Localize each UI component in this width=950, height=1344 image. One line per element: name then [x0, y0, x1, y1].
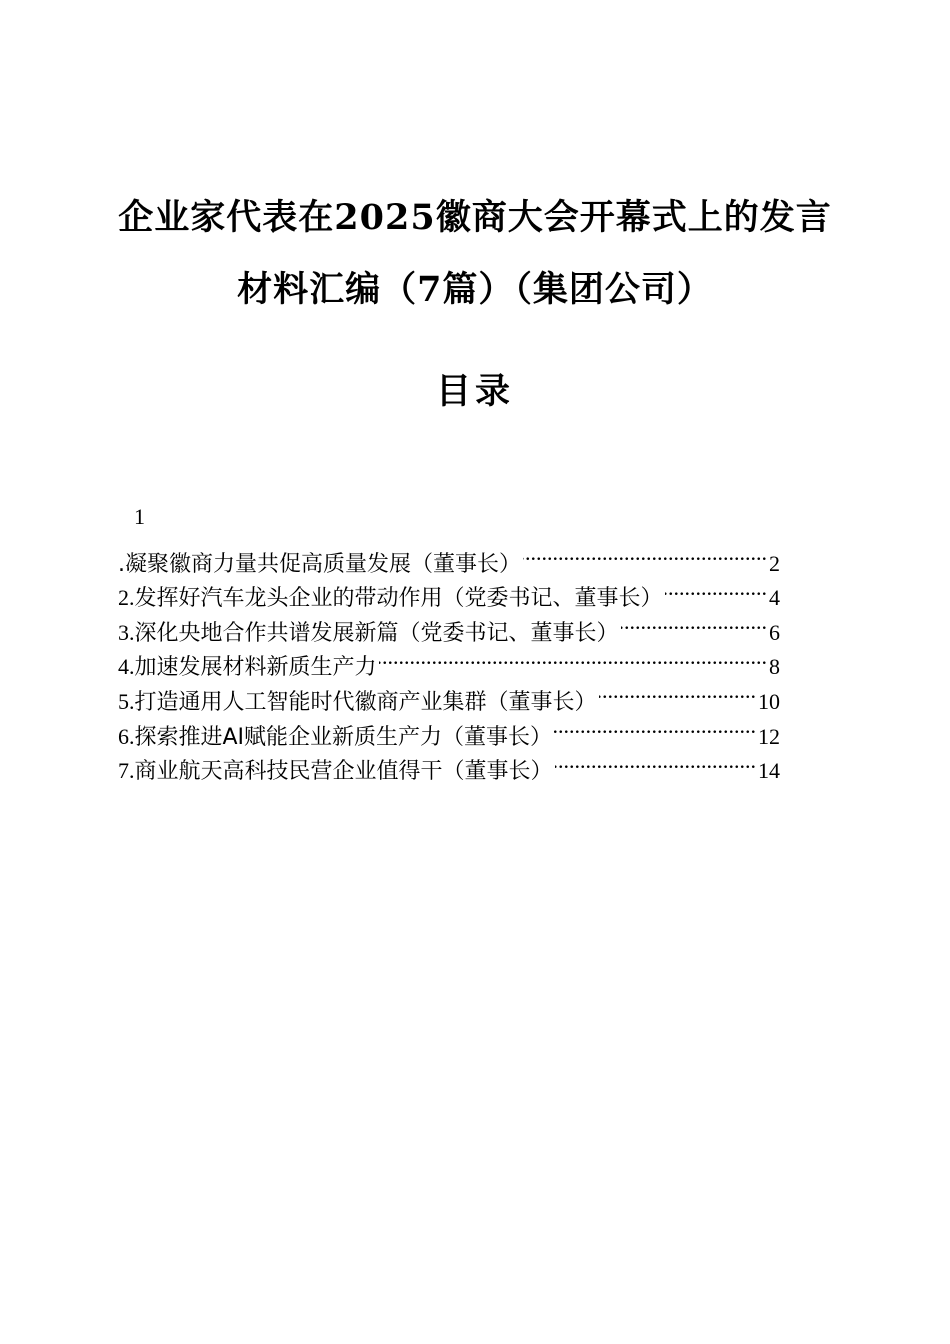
toc-entry-number-1: 1 [134, 504, 145, 529]
toc-entry-page: 4 [769, 585, 780, 611]
toc-entry-number: 3. [118, 619, 135, 645]
toc-entry-page: 8 [769, 654, 780, 680]
toc-entry-page: 10 [758, 688, 780, 714]
toc-entry-title: 商业航天高科技民营企业值得干（董事长） [134, 759, 553, 785]
toc-entry-number: 4. [118, 654, 135, 680]
toc-leader-dots [621, 605, 767, 640]
toc-entry-page: 2 [769, 550, 780, 576]
toc-leader-dots [523, 536, 767, 571]
document-title-line-1: 企业家代表在2025徽商大会开幕式上的发言 [118, 197, 832, 238]
toc-entry-title: .凝聚徽商力量共促高质量发展（董事长） [118, 551, 521, 577]
table-of-contents [118, 536, 780, 785]
toc-leader-dots [554, 709, 756, 744]
toc-entry-title: 加速发展材料新质生产力 [134, 655, 377, 681]
toc-entry-title: 探索推进AI赋能企业新质生产力（董事长） [134, 724, 553, 750]
toc-leader-dots [665, 571, 767, 606]
toc-entry-number: 6. [118, 723, 135, 749]
toc-entry-number: 7. [118, 758, 135, 784]
toc-leader-dots [599, 674, 756, 709]
document-title-line-2: 材料汇编（7篇）（集团公司） [237, 269, 713, 310]
toc-heading: 目录 [435, 371, 514, 412]
toc-entry-page: 12 [758, 723, 780, 749]
toc-leader-dots [555, 744, 756, 779]
toc-entry-number: 5. [118, 688, 135, 714]
toc-entry-title: 打造通用人工智能时代徽商产业集群（董事长） [134, 689, 597, 715]
toc-entry[interactable] [118, 536, 780, 577]
toc-entry-title: 深化央地合作共谱发展新篇（党委书记、董事长） [134, 620, 619, 646]
toc-entry-page: 6 [769, 619, 780, 645]
toc-entry-number: 2. [118, 585, 135, 611]
toc-leader-dots [379, 640, 767, 675]
toc-entry-title: 发挥好汽车龙头企业的带动作用（党委书记、董事长） [134, 586, 663, 612]
toc-entry-page: 14 [758, 758, 780, 784]
